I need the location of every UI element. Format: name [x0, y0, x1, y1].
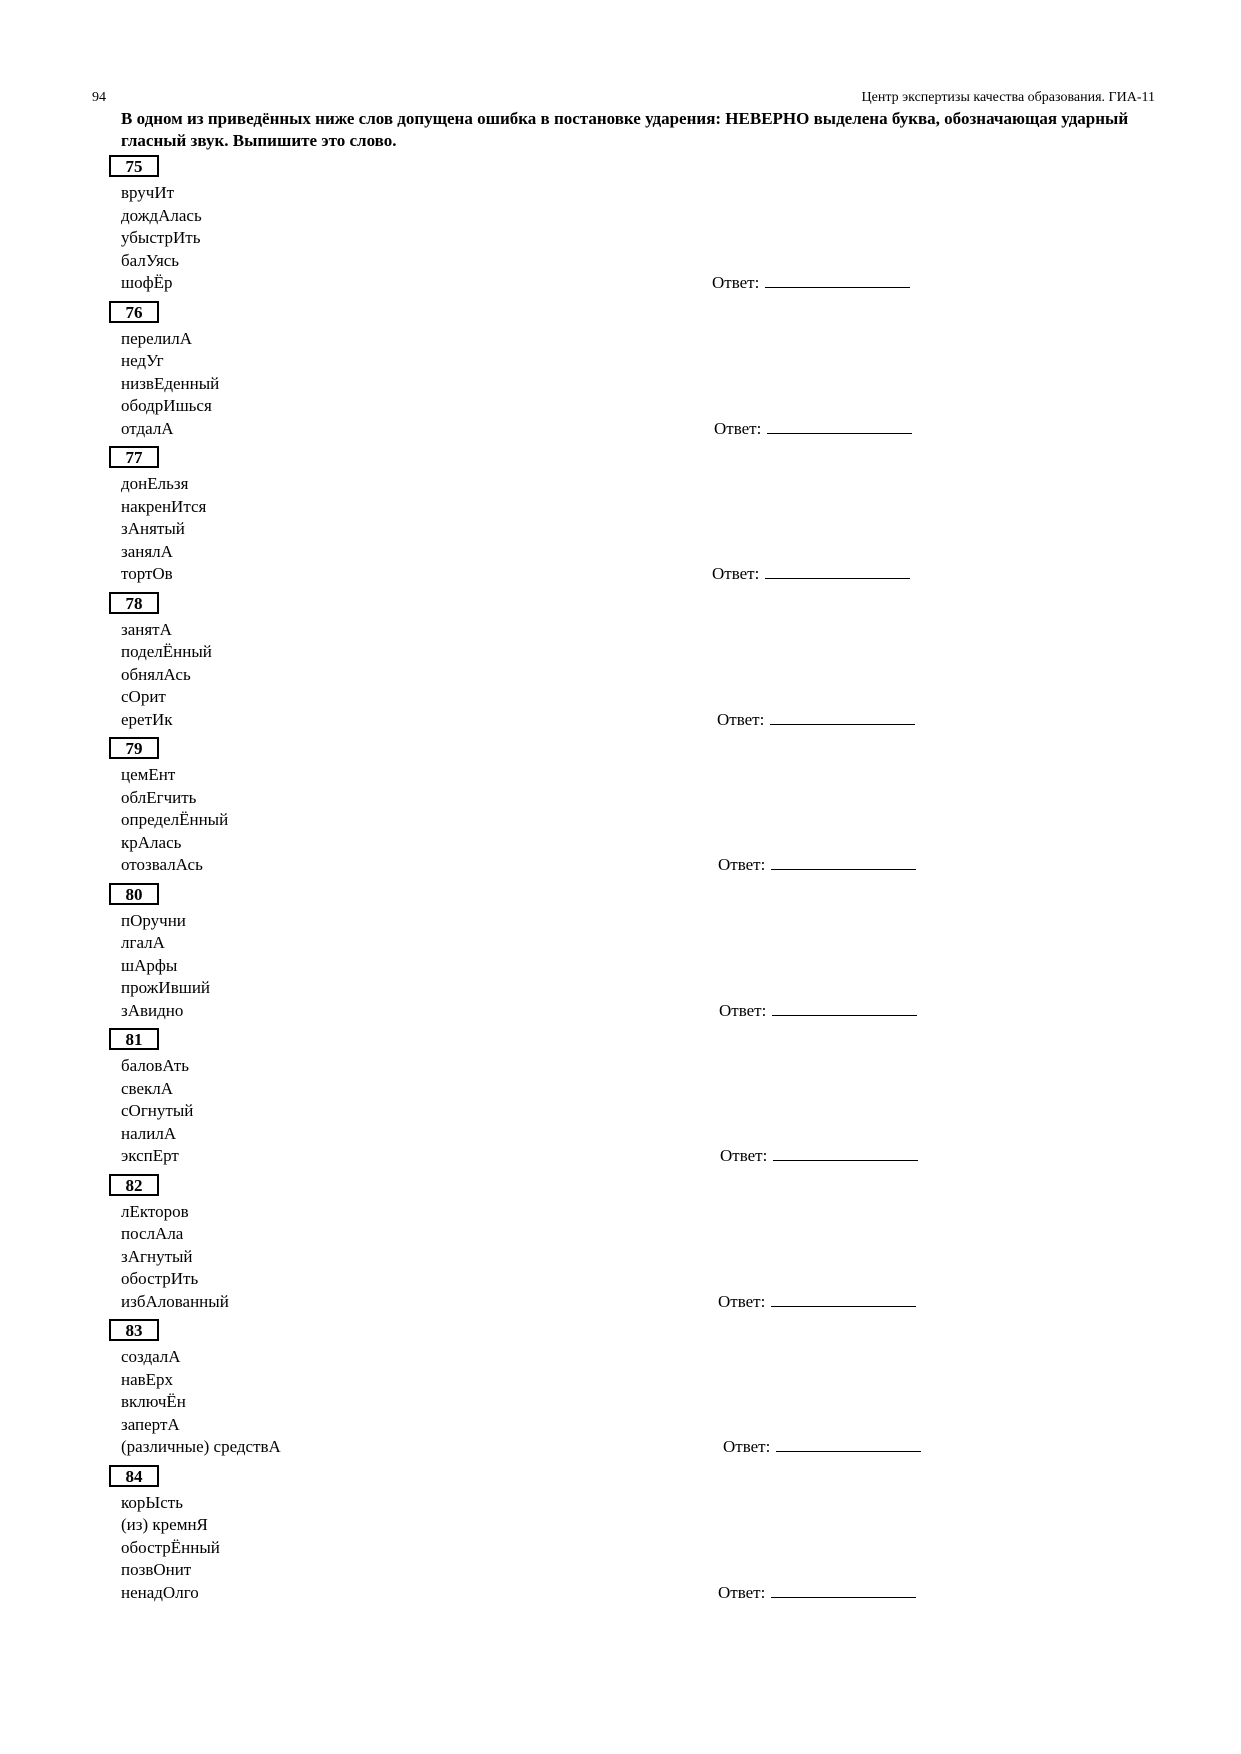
answer-options-list [121, 473, 206, 586]
answer-label: Ответ: [712, 564, 760, 583]
task-number-box: 75 [109, 155, 159, 177]
option-word: ободрИшься [121, 396, 212, 415]
answer-options-list [121, 328, 219, 441]
option-word: облЕгчить [121, 787, 197, 807]
answer-field [718, 1291, 916, 1313]
option-word: зАнятый [121, 519, 185, 538]
header-source: Центр экспертизы качества образования. ГИА-11 [861, 90, 1155, 105]
answer-blank-line[interactable] [771, 854, 916, 870]
task-number-box: 84 [109, 1465, 159, 1487]
option-word: сОгнутый [121, 1101, 194, 1120]
answer-field [717, 709, 915, 731]
answer-blank-line[interactable] [770, 709, 915, 725]
answer-options-list [121, 910, 210, 1023]
answer-label: Ответ: [717, 709, 765, 729]
option-word: балУясь [121, 250, 180, 270]
answer-options-list [121, 1346, 281, 1459]
option-word: (из) кремнЯ [121, 1515, 208, 1534]
task-number-box: 78 [109, 592, 159, 614]
option-word: сОрит [121, 687, 166, 706]
answer-blank-line[interactable] [765, 563, 910, 579]
option-word: прожИвший [121, 978, 211, 997]
answer-label: Ответ: [718, 1291, 766, 1311]
option-word: дождАлась [121, 205, 202, 225]
task-list [0, 155, 1241, 1610]
answer-field [714, 418, 912, 440]
answer-blank-line[interactable] [767, 418, 912, 434]
answer-options-list [121, 1492, 220, 1605]
answer-options-list [121, 182, 202, 295]
answer-field [723, 1436, 921, 1458]
answer-options-list [121, 1201, 229, 1314]
option-word: занялА [121, 541, 173, 561]
answer-blank-line[interactable] [771, 1582, 916, 1598]
option-word: низвЕденный [121, 373, 220, 393]
task-block [0, 446, 1241, 592]
option-word: зАвидно [121, 1000, 184, 1020]
option-word: шофЁр [121, 273, 173, 292]
option-word: запертА [121, 1414, 180, 1434]
option-word: избАлованный [121, 1291, 229, 1311]
answer-field [712, 272, 910, 294]
task-number-box: 82 [109, 1174, 159, 1196]
answer-field [718, 854, 916, 876]
answer-blank-line[interactable] [772, 1000, 917, 1016]
option-word: послАла [121, 1224, 184, 1243]
option-word: тортОв [121, 564, 173, 583]
task-block [0, 155, 1241, 301]
task-block [0, 1465, 1241, 1611]
answer-label: Ответ: [723, 1437, 771, 1456]
option-word: навЕрх [121, 1369, 174, 1389]
option-word: крАлась [121, 832, 182, 852]
option-word: обострЁнный [121, 1537, 220, 1557]
answer-label: Ответ: [712, 273, 760, 292]
task-block [0, 883, 1241, 1029]
option-word: позвОнит [121, 1560, 192, 1579]
task-number-box: 83 [109, 1319, 159, 1341]
task-block [0, 301, 1241, 447]
task-block [0, 592, 1241, 738]
task-block [0, 1174, 1241, 1320]
option-word: перелилА [121, 328, 193, 348]
task-instructions: В одном из приведённых ниже слов допущена ошибка в постановке ударения: НЕВЕРНО выделена буква, обозначающая ударный гласный звук. Выпишите это слово. [121, 109, 1129, 150]
option-word: убыстрИть [121, 228, 201, 247]
task-block [0, 737, 1241, 883]
option-word: ненадОлго [121, 1582, 199, 1602]
answer-blank-line[interactable] [776, 1436, 921, 1452]
task-number-box: 76 [109, 301, 159, 323]
option-word: накренИтся [121, 496, 207, 516]
answer-blank-line[interactable] [771, 1291, 916, 1307]
option-word: (различные) средствА [121, 1437, 281, 1456]
task-number-box: 81 [109, 1028, 159, 1050]
option-word: еретИк [121, 709, 173, 729]
option-word: поделЁнный [121, 642, 212, 661]
option-word: экспЕрт [121, 1146, 179, 1165]
answer-blank-line[interactable] [765, 272, 910, 288]
option-word: свеклА [121, 1078, 174, 1098]
task-block [0, 1319, 1241, 1465]
answer-field [718, 1582, 916, 1604]
option-word: налилА [121, 1123, 177, 1143]
option-word: зАгнутый [121, 1246, 193, 1266]
option-word: недУг [121, 351, 164, 370]
answer-label: Ответ: [718, 855, 766, 874]
option-word: цемЕнт [121, 765, 176, 784]
answer-options-list [121, 764, 228, 877]
answer-label: Ответ: [720, 1146, 768, 1165]
option-word: создалА [121, 1347, 181, 1366]
answer-field [720, 1145, 918, 1167]
option-word: занятА [121, 619, 172, 639]
option-word: обострИть [121, 1269, 199, 1288]
answer-options-list [121, 619, 212, 732]
option-word: отдалА [121, 418, 174, 438]
option-word: вручИт [121, 183, 175, 202]
option-word: лгалА [121, 933, 165, 952]
option-word: корЫсть [121, 1492, 183, 1512]
option-word: пОручни [121, 910, 186, 930]
task-number-box: 80 [109, 883, 159, 905]
task-number-box: 79 [109, 737, 159, 759]
task-number-box: 77 [109, 446, 159, 468]
option-word: обнялАсь [121, 664, 191, 684]
option-word: определЁнный [121, 810, 229, 829]
option-word: лЕкторов [121, 1201, 189, 1221]
answer-options-list [121, 1055, 193, 1168]
option-word: включЁн [121, 1392, 186, 1411]
answer-blank-line[interactable] [773, 1145, 918, 1161]
task-block [0, 1028, 1241, 1174]
answer-label: Ответ: [714, 418, 762, 438]
option-word: шАрфы [121, 955, 178, 975]
option-word: отозвалАсь [121, 855, 203, 874]
page-number: 94 [92, 90, 106, 105]
answer-label: Ответ: [718, 1582, 766, 1602]
answer-field [719, 1000, 917, 1022]
option-word: донЕльзя [121, 474, 189, 493]
answer-field [712, 563, 910, 585]
option-word: баловАть [121, 1056, 189, 1075]
answer-label: Ответ: [719, 1000, 767, 1020]
